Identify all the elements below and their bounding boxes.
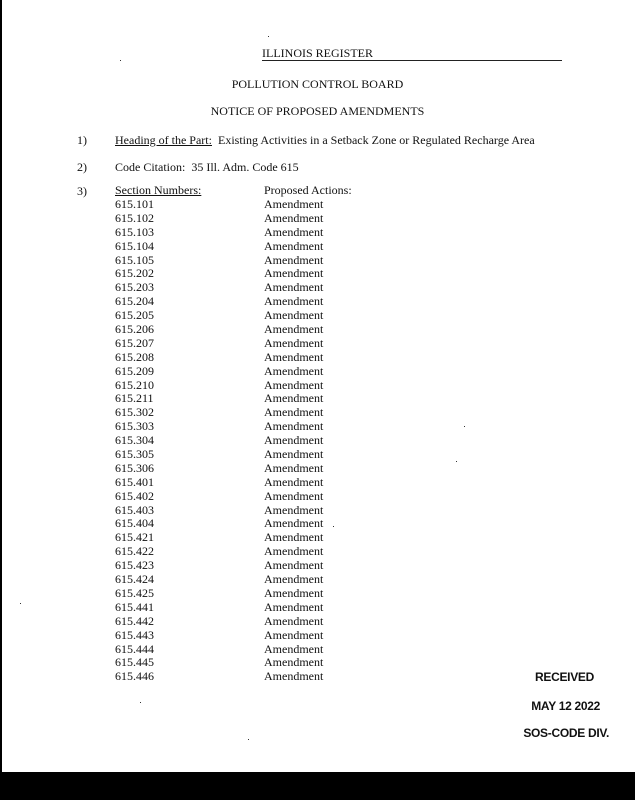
section-number: 615.305 xyxy=(115,447,154,462)
notice-title: NOTICE OF PROPOSED AMENDMENTS xyxy=(210,104,425,118)
section-action: Amendment xyxy=(264,627,324,642)
section-action: Amendment xyxy=(264,252,324,267)
section-action: Amendment xyxy=(264,391,324,406)
item-label: Heading of the Part: xyxy=(115,133,212,147)
section-number: 615.442 xyxy=(115,613,154,628)
section-number: 615.203 xyxy=(115,280,154,295)
item-text xyxy=(115,133,535,148)
register-underline xyxy=(262,60,562,61)
section-action: Amendment xyxy=(264,419,324,434)
section-action: Amendment xyxy=(264,349,324,364)
section-number: 615.404 xyxy=(115,516,154,531)
section-action: Amendment xyxy=(264,335,324,350)
scan-speck xyxy=(120,60,121,61)
scan-speck xyxy=(268,36,269,37)
scan-speck xyxy=(464,426,465,427)
section-number: 615.306 xyxy=(115,460,154,475)
section-action: Amendment xyxy=(264,266,324,281)
section-action: Amendment xyxy=(264,322,324,337)
section-number: 615.101 xyxy=(115,197,154,211)
section-number: 615.424 xyxy=(115,572,154,587)
section-action: Amendment xyxy=(264,460,324,475)
item-text xyxy=(115,160,299,175)
section-number: 615.103 xyxy=(115,224,154,239)
section-number: 615.402 xyxy=(115,488,154,503)
section-action: Amendment xyxy=(264,238,324,253)
section-action: Amendment xyxy=(264,280,324,295)
section-action: Amendment xyxy=(264,641,324,656)
section-action: Amendment xyxy=(264,544,324,559)
section-number: 615.425 xyxy=(115,585,154,600)
section-number: 615.104 xyxy=(115,238,154,253)
section-number: 615.421 xyxy=(115,530,154,545)
section-number: 615.303 xyxy=(115,419,154,434)
section-action: Amendment xyxy=(264,488,324,503)
item-number: 3) xyxy=(77,184,87,198)
section-number: 615.105 xyxy=(115,252,154,267)
scan-speck xyxy=(456,461,457,462)
item-number: 2) xyxy=(77,160,87,174)
section-number: 615.403 xyxy=(115,502,154,517)
section-action: Amendment xyxy=(264,599,324,614)
section-action: Amendment xyxy=(264,669,324,684)
section-action: Amendment xyxy=(264,433,324,448)
section-number: 615.205 xyxy=(115,308,154,323)
section-number: 615.423 xyxy=(115,558,154,573)
section-number: 615.422 xyxy=(115,544,154,559)
section-action: Amendment xyxy=(264,558,324,573)
proposed-actions-header: Proposed Actions: xyxy=(264,183,352,197)
received-stamp: RECEIVED xyxy=(535,670,594,684)
section-number: 615.208 xyxy=(115,349,154,364)
section-number: 615.102 xyxy=(115,210,154,225)
section-action: Amendment xyxy=(264,474,324,489)
section-number: 615.209 xyxy=(115,363,154,378)
section-number: 615.204 xyxy=(115,294,154,309)
section-number: 615.445 xyxy=(115,655,154,670)
section-number: 615.302 xyxy=(115,405,154,420)
section-number: 615.446 xyxy=(115,669,154,684)
section-numbers-header: Section Numbers: xyxy=(115,183,202,197)
section-number: 615.207 xyxy=(115,335,154,350)
scan-speck xyxy=(20,603,21,604)
section-action: Amendment xyxy=(264,502,324,517)
section-action: Amendment xyxy=(264,572,324,587)
board-title: POLLUTION CONTROL BOARD xyxy=(231,77,404,91)
section-number: 615.211 xyxy=(115,391,154,406)
section-number: 615.210 xyxy=(115,377,154,392)
section-action: Amendment xyxy=(264,224,324,239)
scan-speck xyxy=(140,702,141,703)
section-number: 615.206 xyxy=(115,322,154,337)
register-title: ILLINOIS REGISTER xyxy=(262,46,373,60)
scan-speck xyxy=(248,739,249,740)
section-number: 615.401 xyxy=(115,474,154,489)
item-value: 35 Ill. Adm. Code 615 xyxy=(191,160,299,174)
section-action: Amendment xyxy=(264,197,324,211)
section-number: 615.444 xyxy=(115,641,154,656)
section-action: Amendment xyxy=(264,613,324,628)
division-stamp: SOS-CODE DIV. xyxy=(523,726,609,740)
scan-speck xyxy=(333,526,334,527)
section-action: Amendment xyxy=(264,447,324,462)
section-action: Amendment xyxy=(264,516,324,531)
item-number: 1) xyxy=(77,133,87,147)
section-action: Amendment xyxy=(264,377,324,392)
section-action: Amendment xyxy=(264,585,324,600)
received-date-stamp: MAY 12 2022 xyxy=(531,699,600,713)
section-action: Amendment xyxy=(264,308,324,323)
item-value: Existing Activities in a Setback Zone or Regulated Recharge Area xyxy=(217,133,535,147)
section-action: Amendment xyxy=(264,294,324,309)
section-number: 615.202 xyxy=(115,266,154,281)
section-action: Amendment xyxy=(264,363,324,378)
item-label: Code Citation: xyxy=(115,160,186,174)
section-action: Amendment xyxy=(264,405,324,420)
scan-bottom-bar xyxy=(0,772,635,800)
section-action: Amendment xyxy=(264,210,324,225)
section-number: 615.441 xyxy=(115,599,154,614)
section-action: Amendment xyxy=(264,655,324,670)
section-action: Amendment xyxy=(264,530,324,545)
section-number: 615.443 xyxy=(115,627,154,642)
section-number: 615.304 xyxy=(115,433,154,448)
